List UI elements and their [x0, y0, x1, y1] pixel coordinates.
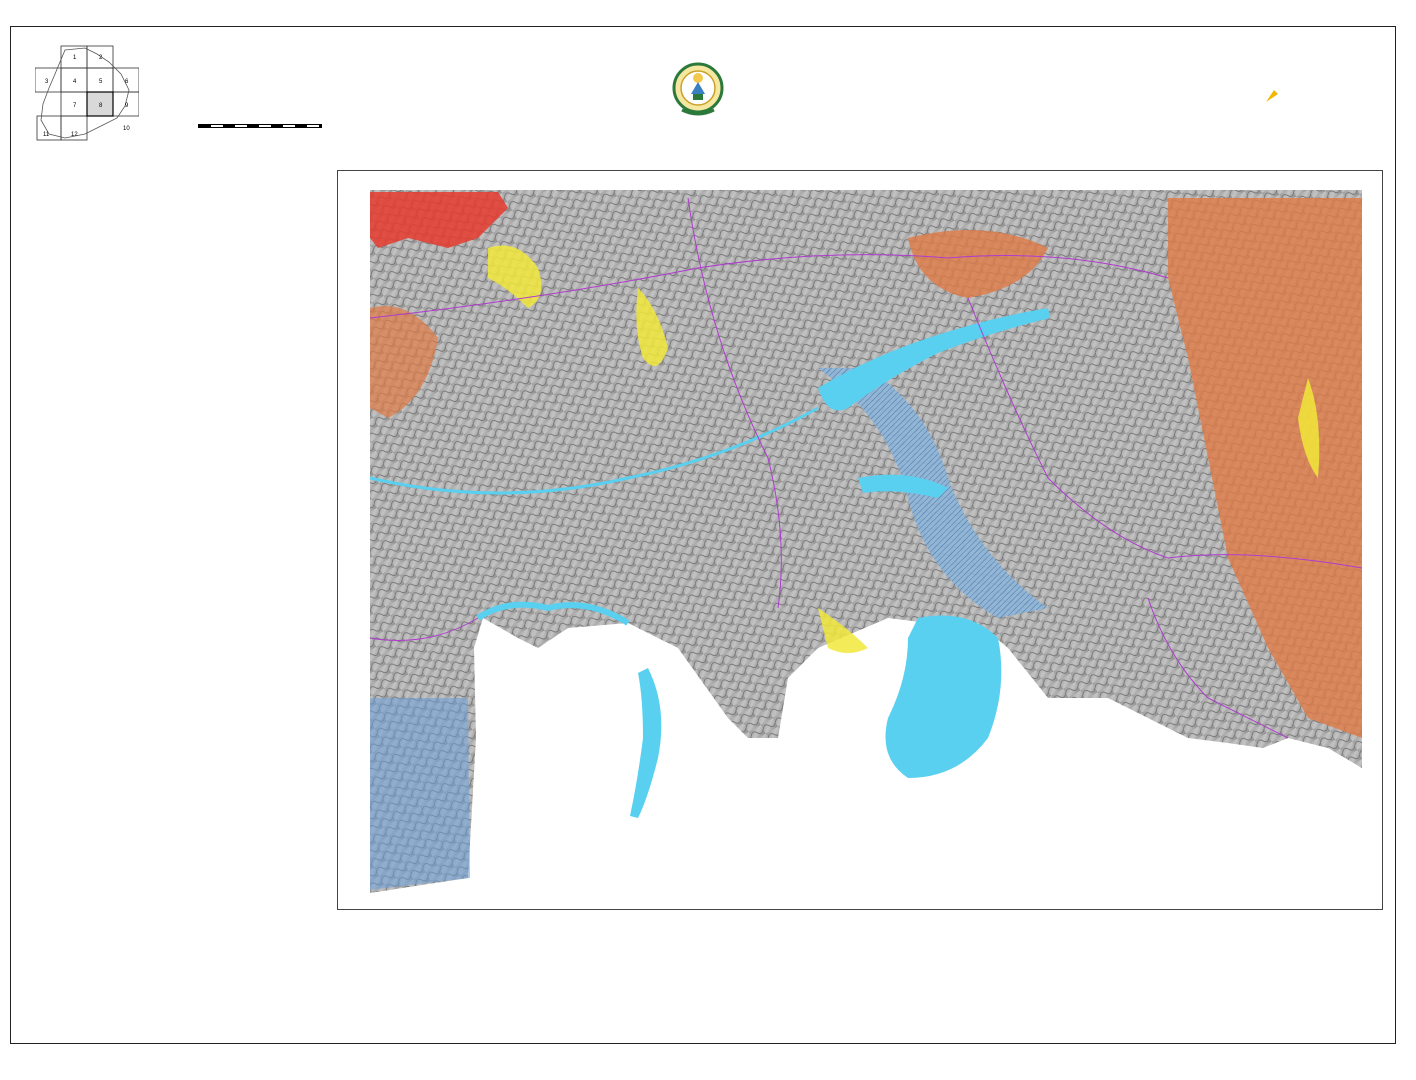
rwanda-emblem-icon [672, 58, 724, 120]
index-num-1: 1 [73, 55, 77, 61]
index-num-3: 3 [45, 79, 49, 85]
index-num-6: 6 [125, 79, 129, 85]
index-num-4: 4 [73, 79, 77, 85]
index-num-11: 11 [43, 132, 50, 138]
index-num-7: 7 [73, 103, 77, 109]
explanatory-text-column [62, 192, 330, 198]
enabel-mark-icon [1264, 88, 1280, 104]
sheet-index-map [35, 44, 139, 144]
lake-rweru [886, 616, 1002, 779]
basic-area [370, 698, 470, 890]
index-num-9: 9 [125, 103, 129, 109]
lake-cyohoha [630, 668, 661, 818]
index-num-5: 5 [99, 79, 103, 85]
index-num-10: 10 [123, 126, 130, 132]
geological-map[interactable] [348, 178, 1374, 904]
index-num-12: 12 [71, 132, 78, 138]
scale-bar [198, 124, 322, 128]
index-num-2: 2 [99, 55, 103, 61]
index-num-8: 8 [99, 103, 103, 109]
